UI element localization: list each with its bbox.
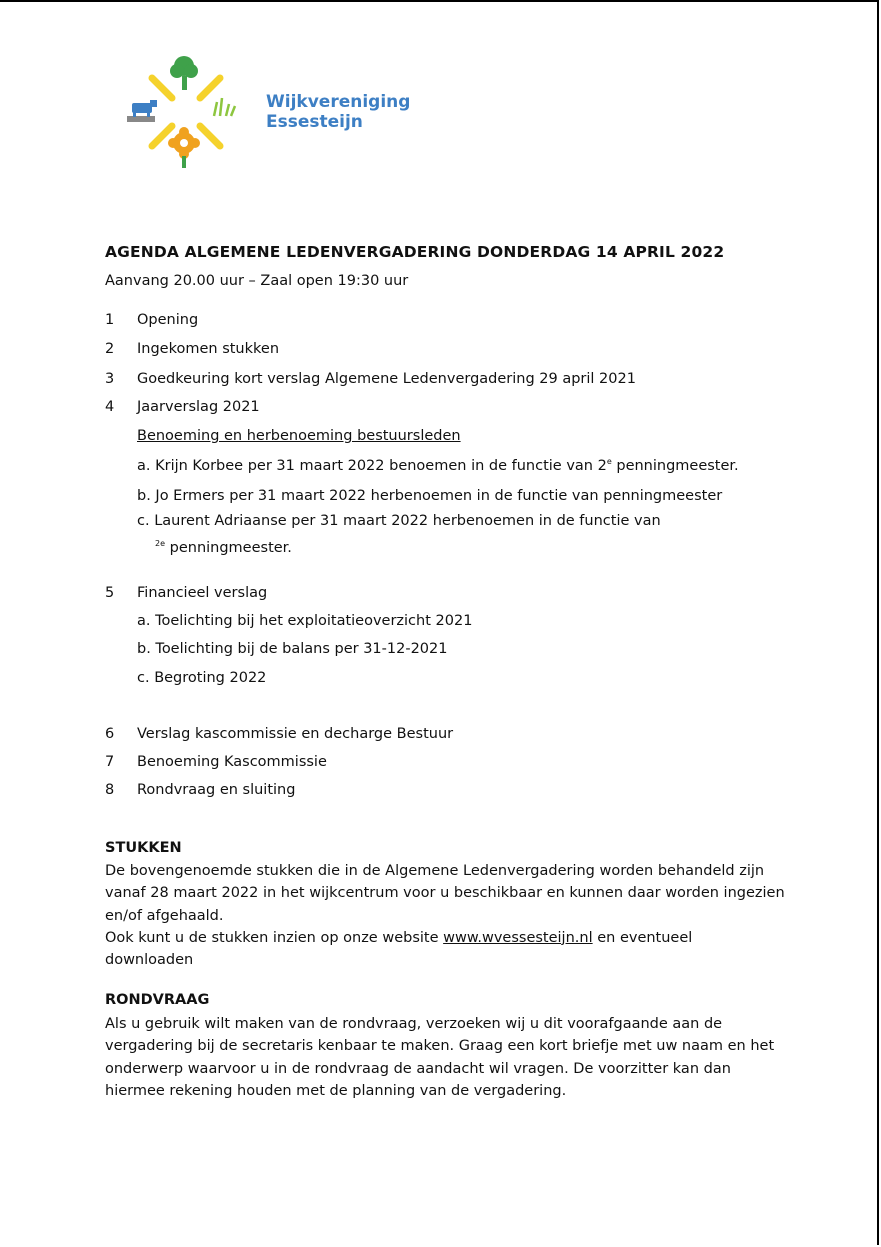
- agenda-item-number: 7: [105, 754, 115, 770]
- cow-icon: [127, 100, 157, 122]
- agenda-item-text: Opening: [137, 312, 199, 328]
- board-item-c-sup: 2e: [155, 539, 166, 548]
- logo-line-1: Wijkvereniging: [266, 92, 411, 112]
- agenda-item-number: 6: [105, 726, 115, 742]
- stukken-p2-after: en eventueel downloaden: [105, 929, 693, 969]
- stukken-heading: STUKKEN: [105, 840, 182, 856]
- agenda-item-number: 5: [105, 585, 115, 601]
- agenda-item-number: 8: [105, 782, 115, 798]
- board-item-a-rest: penningmeester.: [611, 458, 739, 474]
- stukken-paragraph: [105, 860, 785, 971]
- stukken-p2: [105, 927, 785, 972]
- agenda-item-number: 3: [105, 371, 115, 387]
- finance-item-a: a. Toelichting bij het exploitatieoverzicht 2021: [137, 613, 473, 629]
- agenda-item-text: Financieel verslag: [137, 585, 268, 601]
- agenda-item-text: Benoeming Kascommissie: [137, 754, 327, 770]
- tree-icon: [170, 56, 198, 90]
- stukken-p2-before: Ook kunt u de stukken inzien op onze website: [105, 929, 444, 946]
- logo: [122, 48, 422, 173]
- board-item-a-sup: e: [606, 457, 612, 466]
- grass-icon: [214, 98, 235, 116]
- board-item-a-text: a. Krijn Korbee per 31 maart 2022 benoemen in de functie van 2: [137, 458, 607, 474]
- logo-line-2: Essesteijn: [266, 112, 363, 132]
- agenda-item-text: Goedkeuring kort verslag Algemene Ledenvergadering 29 april 2021: [137, 371, 636, 387]
- agenda-item-text: Rondvraag en sluiting: [137, 782, 296, 798]
- agenda-item-text: Ingekomen stukken: [137, 341, 280, 357]
- page-title: AGENDA ALGEMENE LEDENVERGADERING DONDERDAG 14 APRIL 2022: [105, 243, 725, 261]
- board-item-a: [137, 457, 739, 474]
- agenda-item-number: 2: [105, 341, 115, 357]
- board-item-c-rest: penningmeester.: [165, 540, 292, 556]
- agenda-item-number: 4: [105, 399, 115, 415]
- page-subtitle: Aanvang 20.00 uur – Zaal open 19:30 uur: [105, 273, 409, 289]
- stukken-p1: De bovengenoemde stukken die in de Algemene Ledenvergadering worden behandeld zijn vanaf 28 maart 2022 in het wijkcentrum voor u beschikbaar en kunnen daar worden ingezien en/of afgehaald.: [105, 863, 785, 924]
- finance-item-c: c. Begroting 2022: [137, 670, 267, 686]
- rondvraag-paragraph: Als u gebruik wilt maken van de rondvraag, verzoeken wij u dit voorafgaande aan de vergadering bij de secretaris kenbaar te maken. Graag een kort briefje met uw naam en het onderwerp waarvoor u in de rondvraag de aandacht wil vragen. De voorzitter kan dan hiermee rekening houden met de planning van de vergadering.: [105, 1016, 775, 1099]
- board-item-b: b. Jo Ermers per 31 maart 2022 herbenoemen in de functie van penningmeester: [137, 488, 723, 504]
- agenda-item-text: Jaarverslag 2021: [137, 399, 260, 415]
- flower-icon: [168, 127, 200, 168]
- logo-emblem-icon: [122, 48, 252, 173]
- board-item-c-cont: [155, 539, 292, 556]
- website-link[interactable]: www.wvessesteijn.nl: [443, 929, 593, 946]
- agenda-item-number: 1: [105, 312, 115, 328]
- rondvraag-heading: RONDVRAAG: [105, 992, 210, 1008]
- agenda-item-text: Verslag kascommissie en decharge Bestuur: [137, 726, 454, 742]
- board-item-c: c. Laurent Adriaanse per 31 maart 2022 herbenoemen in de functie van: [137, 513, 661, 529]
- finance-item-b: b. Toelichting bij de balans per 31-12-2021: [137, 641, 448, 657]
- board-heading: Benoeming en herbenoeming bestuursleden: [137, 428, 461, 444]
